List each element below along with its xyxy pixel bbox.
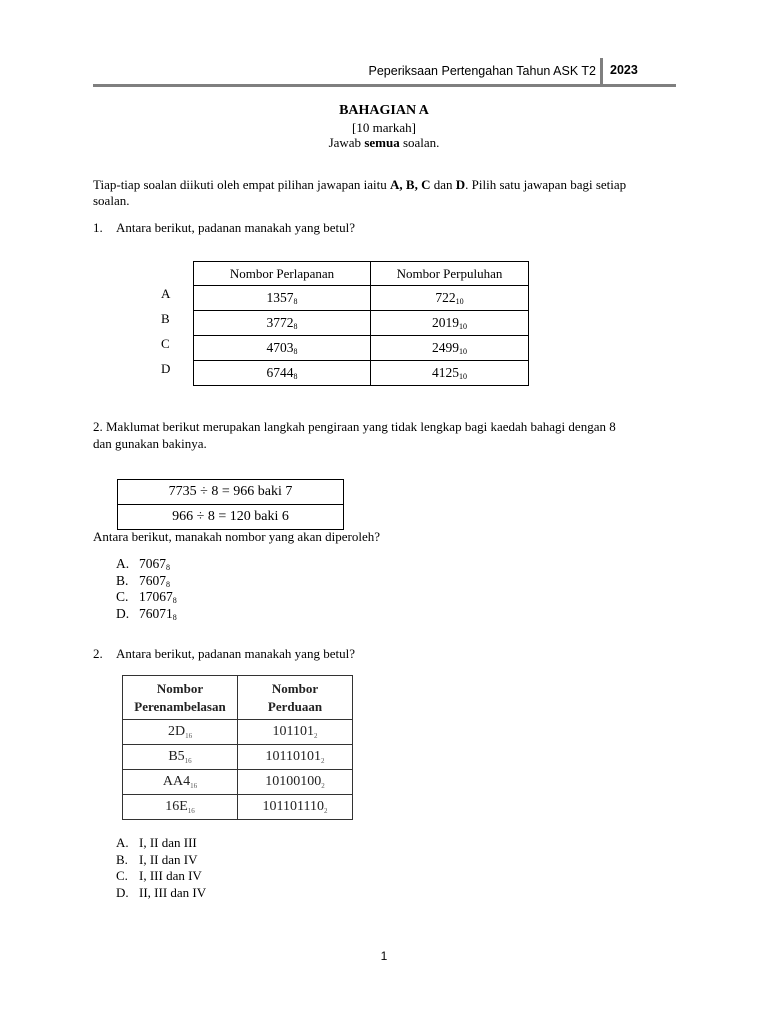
option-letter: B. (116, 572, 129, 588)
header-line: Nombor (271, 680, 319, 696)
list-item (116, 556, 177, 573)
dec-value: 722 (435, 290, 456, 305)
option-letter: A. (116, 556, 130, 571)
table-row (194, 336, 529, 361)
table-cell (238, 770, 353, 795)
oct-value: 1357 (266, 290, 294, 305)
q1-table (193, 261, 529, 386)
table-row (123, 795, 353, 820)
table-row (123, 770, 353, 795)
base-subscript: 2 (321, 782, 325, 790)
q1-option-letter: C (161, 336, 170, 351)
option-letter: B. (116, 851, 128, 867)
table-cell (123, 720, 238, 745)
hex-value: 2D (167, 724, 186, 739)
q1-option-letter: D (161, 361, 171, 376)
base-subscript: 2 (320, 757, 325, 765)
option-text: I, II dan IV (139, 851, 198, 867)
intro-line1 (93, 177, 626, 193)
table-row (118, 505, 344, 530)
option-text: I, III dan IV (139, 868, 202, 883)
base-subscript: 2 (323, 807, 328, 815)
dec-value: 2499 (432, 340, 459, 355)
table-cell (123, 770, 238, 795)
hex-value: AA4 (162, 774, 191, 789)
option-letter: D. (116, 884, 129, 900)
bin-value: 10100100 (265, 774, 322, 789)
table-header-cell (238, 676, 353, 720)
table-cell (238, 745, 353, 770)
instr-bold: semua (364, 135, 400, 150)
table-cell (194, 311, 371, 336)
table-cell (123, 745, 238, 770)
option-letter: D. (116, 605, 130, 621)
table-row (194, 311, 529, 336)
intro-text: dan (430, 177, 456, 192)
base-subscript: 8 (172, 612, 177, 622)
table-cell (194, 336, 371, 361)
option-letter: C. (116, 589, 129, 604)
option-value: 7067 (139, 556, 166, 571)
table-header-cell: Nombor Perpuluhan (371, 262, 529, 286)
table-row (194, 286, 529, 311)
base-subscript: 16 (184, 757, 192, 765)
list-item (116, 606, 177, 623)
base-subscript: 8 (293, 297, 298, 306)
dec-value: 2019 (432, 315, 459, 330)
option-text: I, II dan III (139, 835, 197, 850)
list-item (116, 885, 206, 902)
q3-text: Antara berikut, padanan manakah yang betul? (116, 646, 355, 661)
base-subscript: 8 (166, 563, 170, 572)
table-cell (371, 336, 529, 361)
header-line: Nombor (156, 680, 204, 696)
intro-bold: D (455, 177, 466, 192)
list-item (116, 868, 206, 885)
table-cell (371, 286, 529, 311)
header-line: Perenambelasan (134, 698, 226, 714)
base-subscript: 8 (293, 347, 298, 356)
option-value: 17067 (139, 589, 173, 604)
base-subscript: 16 (185, 732, 193, 740)
instr-pre: Jawab (328, 135, 365, 150)
section-instruction (0, 135, 768, 151)
intro-bold: A, B, C (390, 177, 431, 192)
base-subscript: 10 (459, 347, 467, 356)
section-title: BAHAGIAN A (339, 103, 429, 118)
table-row (123, 720, 353, 745)
q1-number: 1. (93, 220, 103, 235)
list-item (116, 852, 206, 869)
base-subscript: 8 (293, 322, 298, 331)
table-cell (194, 286, 371, 311)
table-header-cell (123, 676, 238, 720)
table-header-row (194, 262, 529, 286)
table-cell (371, 361, 529, 386)
base-subscript: 8 (172, 596, 177, 605)
base-subscript: 16 (190, 782, 198, 790)
option-value: 76071 (139, 605, 173, 621)
base-subscript: 8 (293, 372, 298, 381)
table-cell (238, 795, 353, 820)
q2-line2: dan gunakan bakinya. (93, 436, 207, 451)
hex-value: 16E (165, 799, 188, 814)
page-number: 1 (380, 949, 388, 963)
base-subscript: 10 (459, 322, 467, 331)
header-title: Peperiksaan Pertengahan Tahun ASK T2 (368, 64, 596, 78)
base-subscript: 2 (313, 732, 318, 740)
intro-text: Tiap-tiap soalan diikuti oleh empat pilihan jawapan iaitu (93, 177, 391, 192)
list-item (116, 573, 177, 590)
table-cell (194, 361, 371, 386)
option-letter: C. (116, 868, 128, 883)
option-text: II, III dan IV (139, 884, 207, 900)
header-line: Perduaan (267, 698, 323, 714)
bin-value: 101101110 (262, 799, 324, 814)
oct-value: 6744 (266, 365, 294, 380)
bin-value: 10110101 (265, 749, 321, 764)
q1-option-letter: A (161, 286, 171, 301)
q1-text: Antara berikut, padanan manakah yang betul? (116, 220, 355, 235)
table-cell (123, 795, 238, 820)
header-divider (600, 58, 603, 86)
instr-post: soalan. (399, 135, 440, 150)
q3-number: 2. (93, 646, 103, 661)
table-header-row (123, 676, 353, 720)
base-subscript: 10 (459, 372, 467, 381)
base-subscript: 8 (166, 579, 170, 589)
section-marks: [10 markah] (352, 120, 416, 135)
q2-steps-table (117, 479, 344, 530)
table-row (123, 745, 353, 770)
oct-value: 3772 (266, 315, 294, 330)
bin-value: 101101 (272, 724, 314, 739)
q2-question: Antara berikut, manakah nombor yang akan diperoleh? (93, 529, 380, 544)
intro-text: . Pilih satu jawapan bagi setiap (465, 177, 627, 192)
q1-option-letter: B (161, 311, 170, 326)
hex-value: B5 (168, 749, 185, 764)
list-item (116, 589, 177, 606)
division-step: 7735 ÷ 8 = 966 baki 7 (118, 480, 344, 505)
q3-table (122, 675, 353, 820)
intro-line2: soalan. (93, 193, 130, 208)
table-cell (371, 311, 529, 336)
header-year: 2023 (610, 63, 638, 77)
base-subscript: 10 (455, 297, 464, 306)
q2-options (116, 556, 177, 622)
dec-value: 4125 (432, 365, 459, 380)
option-letter: A. (116, 835, 129, 850)
oct-value: 4703 (266, 340, 294, 355)
table-row (118, 480, 344, 505)
table-header-cell: Nombor Perlapanan (194, 262, 371, 286)
option-value: 7607 (139, 572, 166, 588)
q2-line1: 2. Maklumat berikut merupakan langkah pengiraan yang tidak lengkap bagi kaedah bahagi dengan 8 (93, 419, 616, 434)
table-cell (238, 720, 353, 745)
base-subscript: 16 (187, 807, 195, 815)
division-step: 966 ÷ 8 = 120 baki 6 (118, 505, 344, 530)
list-item (116, 835, 206, 852)
table-row (194, 361, 529, 386)
q3-options (116, 835, 206, 901)
header-rule (93, 84, 676, 87)
